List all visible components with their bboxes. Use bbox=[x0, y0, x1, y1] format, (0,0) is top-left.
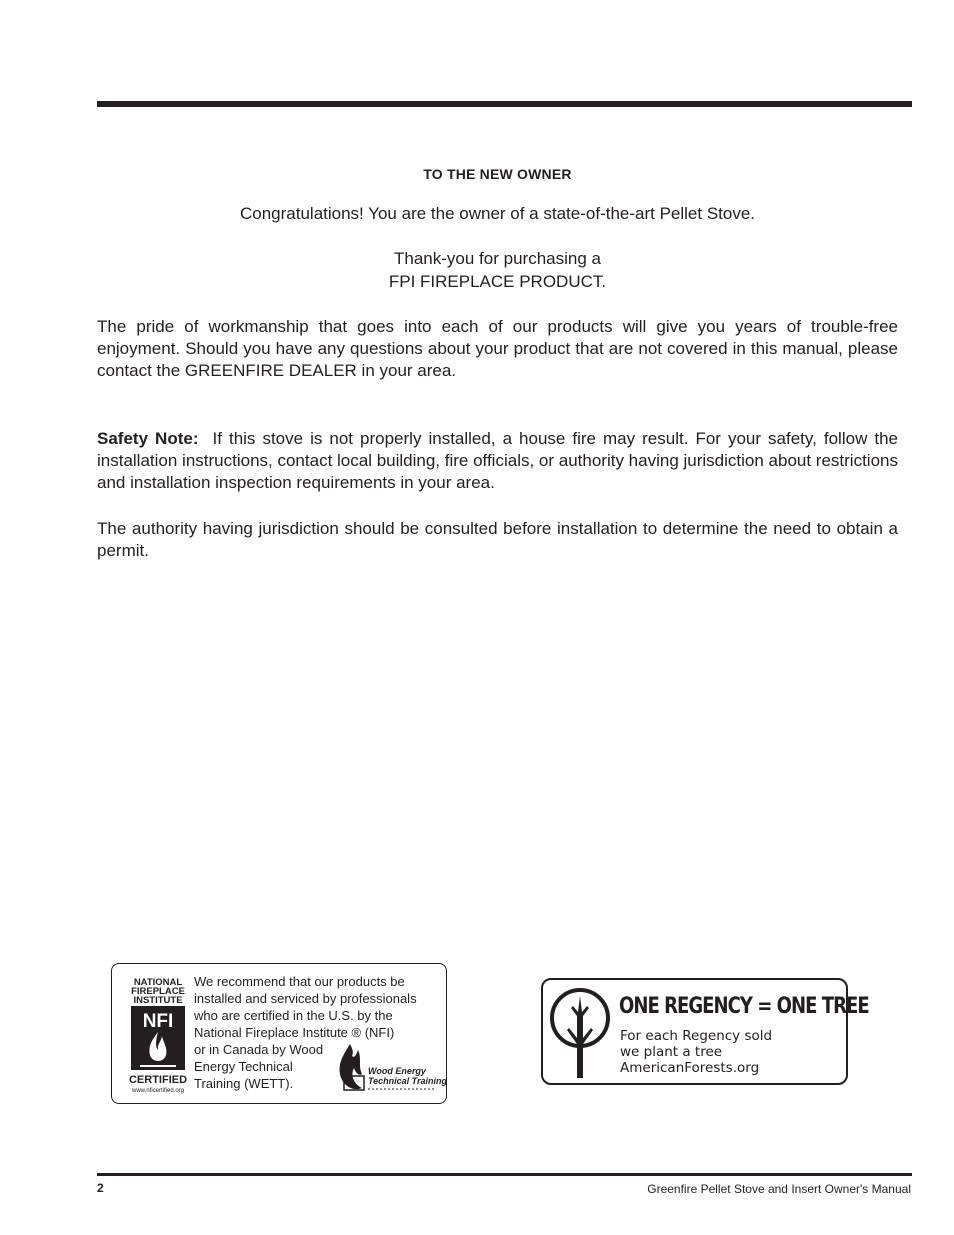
wett-logo-icon bbox=[334, 1040, 448, 1096]
nfi-logo-mark: NFI bbox=[142, 1011, 174, 1032]
safety-note-text: If this stove is not properly installed, a house fire may result. For your safety, follow the installation instructions, contact local building, fire officials, or authority having jurisdiction about restrictions and installation inspection requirements in your area. bbox=[97, 429, 898, 492]
wett-flame-icon bbox=[340, 1044, 362, 1089]
tree-badge-line-3: AmericanForests.org bbox=[620, 1060, 760, 1076]
nfi-logo-line-3: INSTITUTE bbox=[133, 995, 183, 1006]
section-heading: TO THE NEW OWNER bbox=[423, 166, 572, 182]
nfi-logo-icon bbox=[126, 976, 190, 1094]
nfi-certification-badge bbox=[111, 963, 447, 1104]
nfi-logo-line-2: FIREPLACE bbox=[131, 986, 185, 997]
product-line: FPI FIREPLACE PRODUCT. bbox=[388, 272, 607, 291]
nfi-line-6: Energy Technical bbox=[194, 1059, 293, 1074]
one-regency-one-tree-badge bbox=[541, 978, 869, 1085]
nfi-logo-line-1: NATIONAL bbox=[133, 977, 183, 988]
page-number: 2 bbox=[97, 1181, 104, 1195]
nfi-logo-certified: CERTIFIED bbox=[128, 1074, 188, 1086]
wett-logo-line-1: Wood Energy bbox=[368, 1066, 426, 1076]
pride-paragraph: The pride of workmanship that goes into each of our products will give you years of trouble-free enjoyment. Should you have any questions about your product that are not covered in this manual, please contact the GREENFIRE DEALER in your area. bbox=[97, 317, 898, 380]
safety-note-paragraph bbox=[97, 428, 898, 494]
safety-note-label: Safety Note: bbox=[97, 429, 199, 448]
nfi-line-2: installed and serviced by professionals bbox=[194, 991, 417, 1006]
nfi-line-5: or in Canada by Wood bbox=[194, 1042, 324, 1057]
nfi-line-1: We recommend that our products be bbox=[194, 974, 405, 989]
nfi-line-3: who are certified in the U.S. by the bbox=[194, 1008, 393, 1023]
tree-badge-text bbox=[620, 1028, 772, 1076]
tree-trunk-branches bbox=[567, 996, 593, 1078]
thank-you-line: Thank-you for purchasing a bbox=[394, 249, 601, 268]
permit-paragraph: The authority having jurisdiction should be consulted before installation to determine the need to obtain a permit. bbox=[97, 519, 898, 560]
tree-badge-line-1: For each Regency sold bbox=[620, 1028, 773, 1044]
tree-badge-title: ONE REGENCY = ONE TREE bbox=[619, 994, 869, 1019]
tree-icon bbox=[549, 986, 611, 1080]
tree-badge-line-2: we plant a tree bbox=[620, 1044, 723, 1060]
footer-divider bbox=[97, 1173, 912, 1176]
nfi-line-4: National Fireplace Institute ® (NFI) bbox=[194, 1025, 395, 1040]
congratulations-line: Congratulations! You are the owner of a state-of-the-art Pellet Stove. bbox=[239, 204, 756, 223]
top-divider bbox=[97, 101, 912, 107]
nfi-line-7: Training (WETT). bbox=[194, 1076, 294, 1091]
wett-logo-line-2: Technical Training bbox=[368, 1076, 448, 1086]
manual-title: Greenfire Pellet Stove and Insert Owner's Manual bbox=[647, 1182, 911, 1196]
nfi-logo-url: www.nficertified.org bbox=[131, 1088, 185, 1094]
